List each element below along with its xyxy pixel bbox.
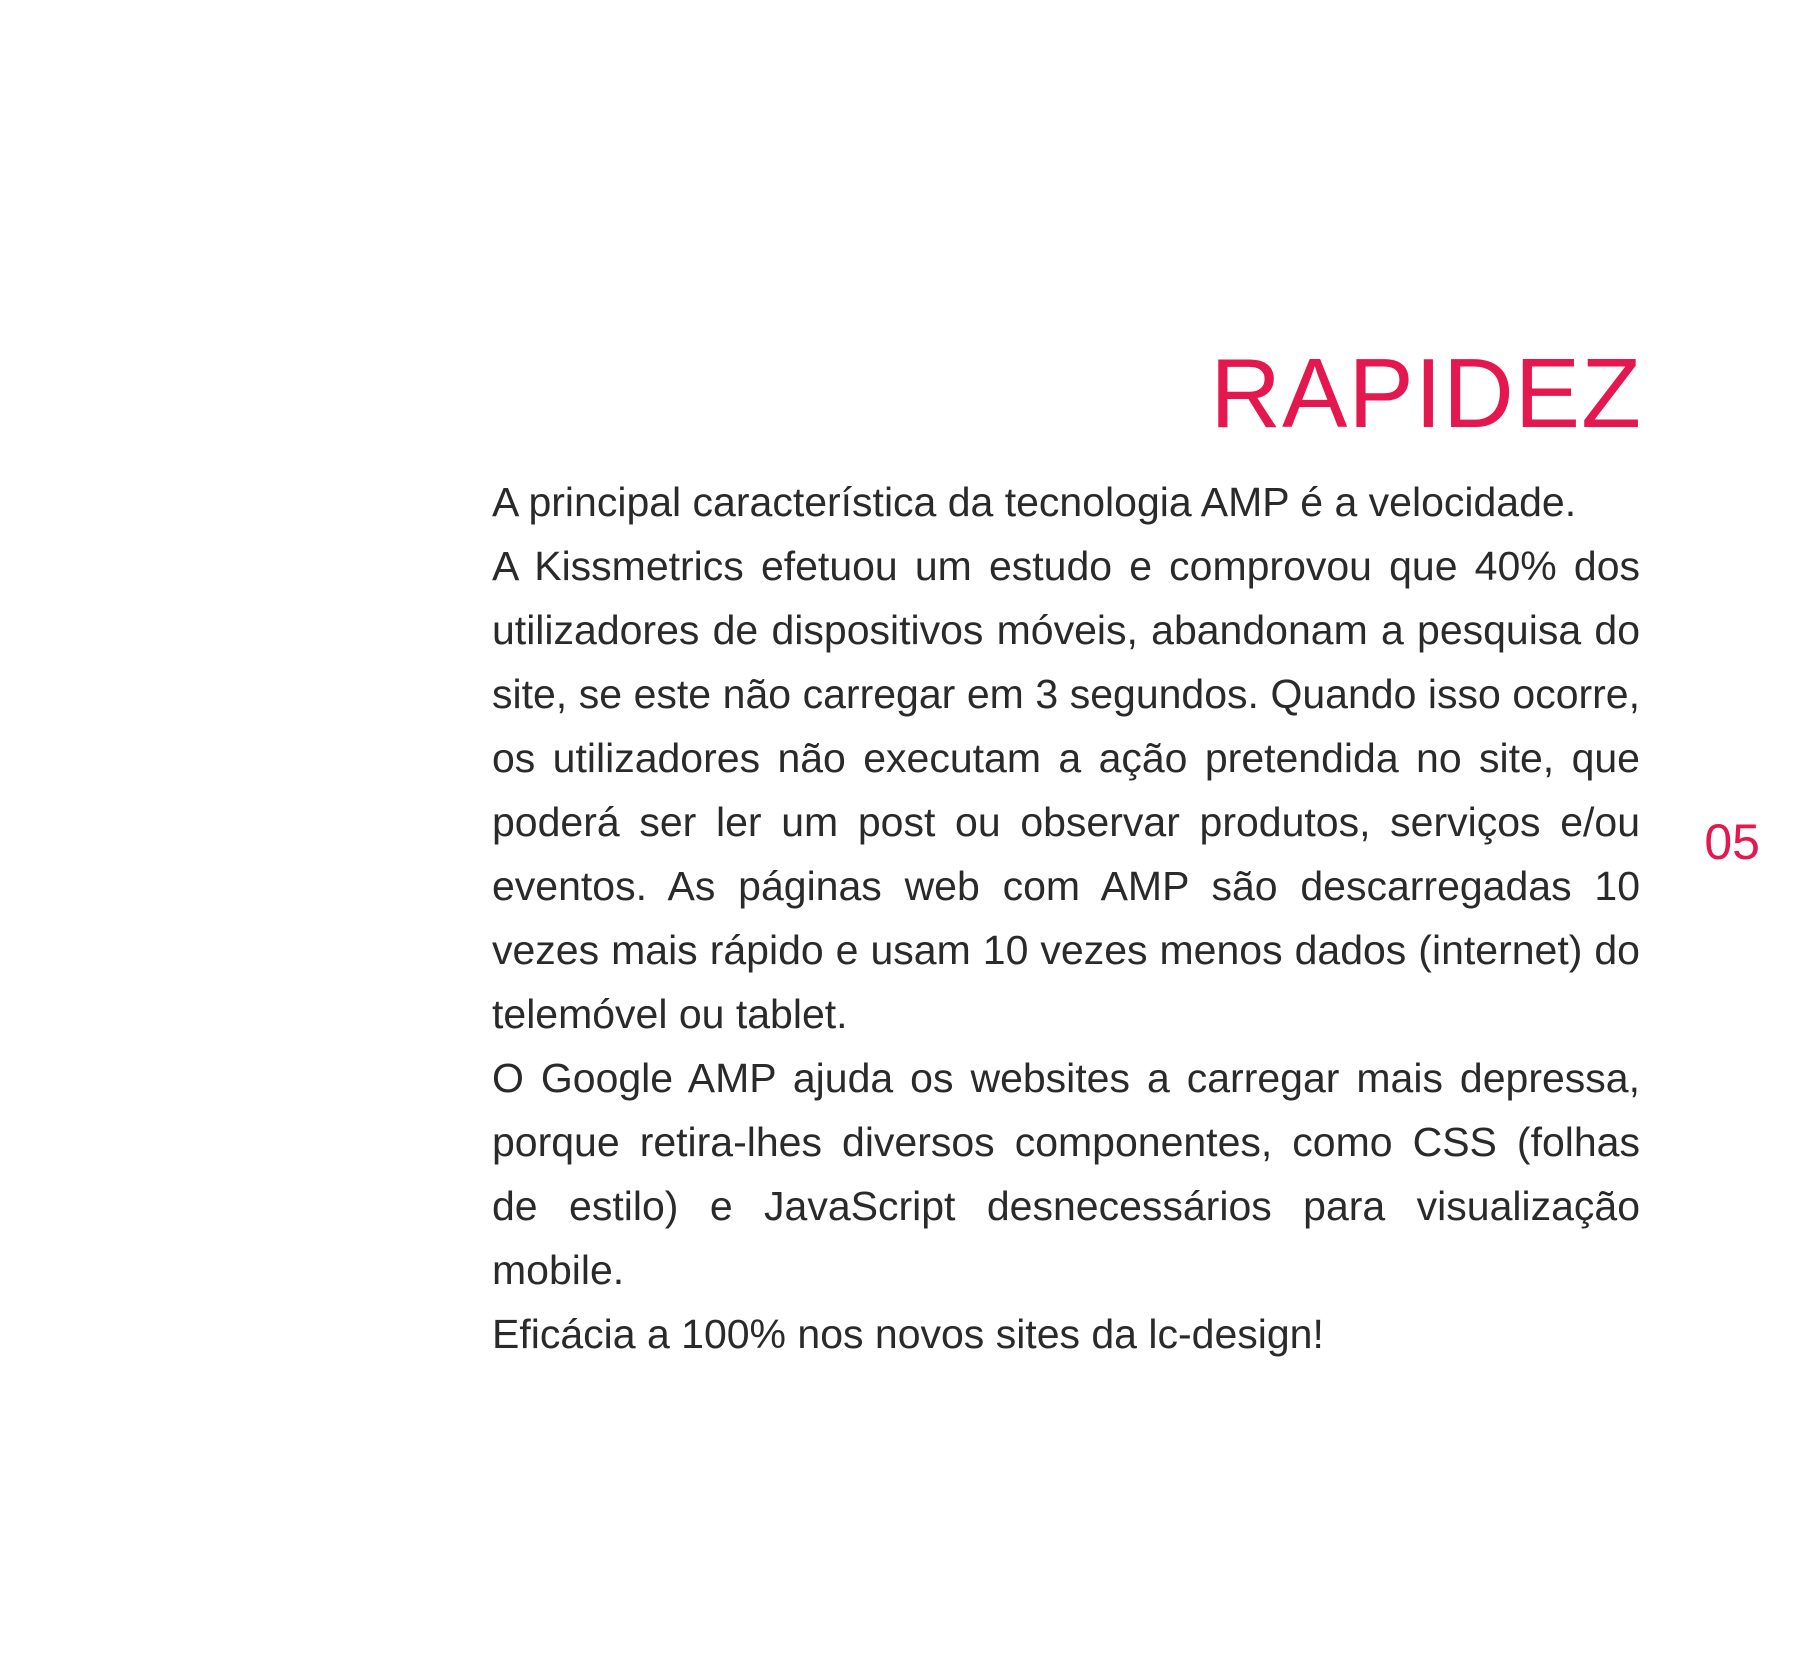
page-title: RAPIDEZ [1210, 338, 1642, 448]
paragraph-efficacy: Eficácia a 100% nos novos sites da lc-design! [492, 1311, 1324, 1357]
paragraph-kissmetrics: A Kissmetrics efetuou um estudo e comprovou que 40% dos utilizadores de dispositivos móveis, abandonam a pesquisa do site, se este não carregar em 3 segundos. Quando isso ocorre, os utilizadores não executam a ação pretendida no site, que poderá ser ler um post ou observar produtos, serviços e/ou eventos. As páginas web com AMP são descarregadas 10 vezes mais rápido e usam 10 vezes menos dados (internet) do telemóvel ou tablet. [492, 543, 1640, 1037]
paragraph-intro: A principal característica da tecnologia AMP é a velocidade. [492, 479, 1577, 525]
page-number: 05 [1704, 814, 1760, 870]
body-text [492, 470, 1640, 1366]
paragraph-google-amp: O Google AMP ajuda os websites a carregar mais depressa, porque retira-lhes diversos componentes, como CSS (folhas de estilo) e JavaScript desnecessários para visualização mobile. [492, 1055, 1640, 1293]
